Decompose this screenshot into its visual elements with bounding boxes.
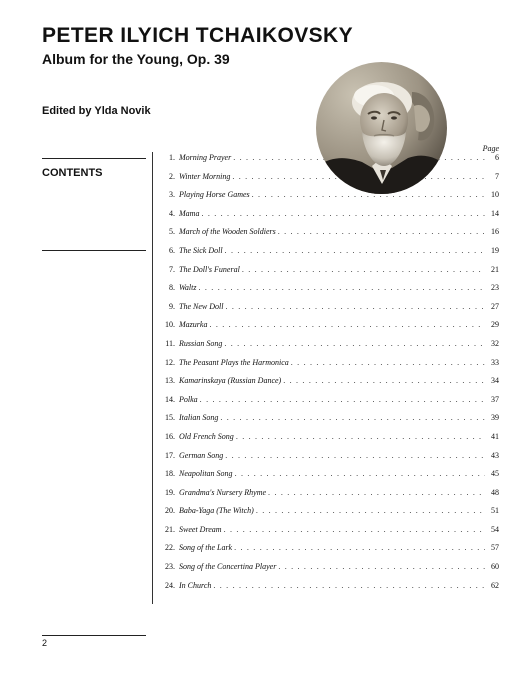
toc-entry xyxy=(155,227,499,246)
toc-entry-title: Italian Song xyxy=(179,413,219,423)
toc-dot-leader xyxy=(256,506,485,515)
toc-entry-page: 41 xyxy=(491,431,499,441)
toc-entry-page: 32 xyxy=(491,338,499,348)
toc-entry-title: Neapolitan Song xyxy=(179,469,233,479)
toc-entry xyxy=(155,506,499,525)
toc-entry-number: 8. xyxy=(169,283,175,293)
toc-entry-title: In Church xyxy=(179,580,212,590)
toc-entry-number: 24. xyxy=(165,580,175,590)
toc-dot-leader xyxy=(283,376,485,385)
toc-dot-leader xyxy=(234,543,485,552)
toc-entry-title: Baba-Yaga (The Witch) xyxy=(179,506,254,516)
toc-dot-leader xyxy=(224,339,485,348)
toc-entry-title: March of the Wooden Soldiers xyxy=(179,227,276,237)
toc-entry-page: 48 xyxy=(491,487,499,497)
toc-entry xyxy=(155,395,499,414)
toc-entry-title: Old French Song xyxy=(179,431,234,441)
toc-dot-leader xyxy=(225,451,485,460)
toc-entry-page: 62 xyxy=(491,580,499,590)
toc-entry-title: Waltz xyxy=(179,283,197,293)
contents-top-rule xyxy=(42,158,146,159)
footer-rule xyxy=(42,635,146,636)
toc-entry xyxy=(155,581,499,600)
toc-entry-title: Mama xyxy=(179,208,200,218)
toc-entry xyxy=(155,283,499,302)
toc-entry xyxy=(155,320,499,339)
toc-entry-page: 23 xyxy=(491,283,499,293)
toc-entry-number: 10. xyxy=(165,320,175,330)
toc-entry xyxy=(155,432,499,451)
composer-name: PETER ILYICH TCHAIKOVSKY xyxy=(42,24,354,47)
toc-entry-number: 7. xyxy=(169,264,175,274)
toc-entry xyxy=(155,358,499,377)
toc-entry-title: Grandma's Nursery Rhyme xyxy=(179,487,267,497)
toc-entry xyxy=(155,302,499,321)
toc-entry-number: 17. xyxy=(165,450,175,460)
toc-entry-number: 9. xyxy=(169,301,175,311)
toc-entry-page: 33 xyxy=(491,357,499,367)
contents-bottom-rule xyxy=(42,250,146,251)
toc-entry-page: 34 xyxy=(491,376,499,386)
toc-entry-title: Morning Prayer xyxy=(179,153,232,162)
toc-dot-leader xyxy=(201,209,485,218)
toc-entry-page: 7 xyxy=(495,171,499,181)
toc-entry-number: 4. xyxy=(169,208,175,218)
toc-entry-title: The Peasant Plays the Harmonica xyxy=(179,357,289,367)
toc-entry-page: 51 xyxy=(491,506,499,516)
toc-entry-number: 19. xyxy=(165,487,175,497)
toc-entry-number: 23. xyxy=(165,562,175,572)
toc-entry xyxy=(155,413,499,432)
toc-entry xyxy=(155,469,499,488)
toc-entry-title: Polka xyxy=(179,394,198,404)
toc-dot-leader xyxy=(213,581,485,590)
toc-divider xyxy=(152,152,153,604)
toc-entry-title: Mazurka xyxy=(179,320,208,330)
toc-entry xyxy=(155,562,499,581)
toc-entry-title: The New Doll xyxy=(179,301,224,311)
toc-entry-number: 15. xyxy=(165,413,175,423)
toc-dot-leader xyxy=(199,283,486,292)
toc-entry xyxy=(155,246,499,265)
contents-heading: CONTENTS xyxy=(42,167,103,179)
toc-dot-leader xyxy=(235,469,485,478)
toc-dot-leader xyxy=(236,432,485,441)
toc-entry xyxy=(155,190,499,209)
toc-dot-leader xyxy=(209,320,485,329)
toc-entry-page: 37 xyxy=(491,394,499,404)
toc-entry xyxy=(155,209,499,228)
toc-entry-page: 29 xyxy=(491,320,499,330)
toc-entry-number: 16. xyxy=(165,431,175,441)
page-number: 2 xyxy=(42,638,48,648)
toc-entry-number: 14. xyxy=(165,394,175,404)
toc-dot-leader xyxy=(225,302,485,311)
page-column-label: Page xyxy=(482,144,499,153)
toc-entry-number: 20. xyxy=(165,506,175,516)
toc-entry-number: 13. xyxy=(165,376,175,386)
composer-portrait xyxy=(316,62,447,194)
toc-entry-number: 12. xyxy=(165,357,175,367)
toc-entry xyxy=(155,451,499,470)
toc-dot-leader xyxy=(291,358,485,367)
toc-entry-page: 60 xyxy=(491,562,499,572)
toc-entry xyxy=(155,339,499,358)
toc-entry-page: 45 xyxy=(491,469,499,479)
toc-entry-page: 16 xyxy=(491,227,499,237)
toc-entry-page: 39 xyxy=(491,413,499,423)
album-title: Album for the Young, Op. 39 xyxy=(42,51,230,67)
toc-entry xyxy=(155,172,499,191)
toc-list xyxy=(155,153,499,599)
toc-entry-page: 43 xyxy=(491,450,499,460)
toc-entry-title: The Sick Doll xyxy=(179,245,223,255)
toc-dot-leader xyxy=(200,395,485,404)
toc-entry-title: German Song xyxy=(179,450,224,460)
toc-entry xyxy=(155,376,499,395)
toc-entry-page: 57 xyxy=(491,543,499,553)
toc-entry xyxy=(155,525,499,544)
toc-entry-number: 1. xyxy=(169,153,175,162)
toc-entry-page: 10 xyxy=(491,190,499,200)
toc-entry-number: 3. xyxy=(169,190,175,200)
toc-entry-title: Song of the Concertina Player xyxy=(179,562,277,572)
toc-entry-title: Sweet Dream xyxy=(179,524,222,534)
toc-entry-page: 27 xyxy=(491,301,499,311)
toc-dot-leader xyxy=(224,525,485,534)
toc-dot-leader xyxy=(278,227,485,236)
toc-entry-title: Playing Horse Games xyxy=(179,190,250,200)
toc-entry xyxy=(155,265,499,284)
toc-entry-number: 5. xyxy=(169,227,175,237)
toc-entry-number: 22. xyxy=(165,543,175,553)
toc-dot-leader xyxy=(278,562,485,571)
toc-entry-number: 6. xyxy=(169,245,175,255)
toc-entry xyxy=(155,543,499,562)
toc-entry-title: Winter Morning xyxy=(179,171,231,181)
toc-entry-number: 2. xyxy=(169,171,175,181)
toc-dot-leader xyxy=(225,246,485,255)
editor-credit: Edited by Ylda Novik xyxy=(42,105,151,117)
toc-entry-page: 6 xyxy=(495,153,499,162)
toc-entry-number: 21. xyxy=(165,524,175,534)
toc-entry-title: Russian Song xyxy=(179,338,223,348)
toc-entry-title: Kamarinskaya (Russian Dance) xyxy=(179,376,282,386)
toc-entry-page: 19 xyxy=(491,245,499,255)
toc-entry xyxy=(155,488,499,507)
toc-entry-title: The Doll's Funeral xyxy=(179,264,240,274)
toc-entry-page: 54 xyxy=(491,524,499,534)
toc-entry-number: 18. xyxy=(165,469,175,479)
toc-dot-leader xyxy=(220,413,485,422)
toc-entry-page: 14 xyxy=(491,208,499,218)
toc-entry-number: 11. xyxy=(165,338,175,348)
toc-dot-leader xyxy=(268,488,485,497)
toc-dot-leader xyxy=(242,265,485,274)
toc-entry-page: 21 xyxy=(491,264,499,274)
toc-entry-title: Song of the Lark xyxy=(179,543,233,553)
